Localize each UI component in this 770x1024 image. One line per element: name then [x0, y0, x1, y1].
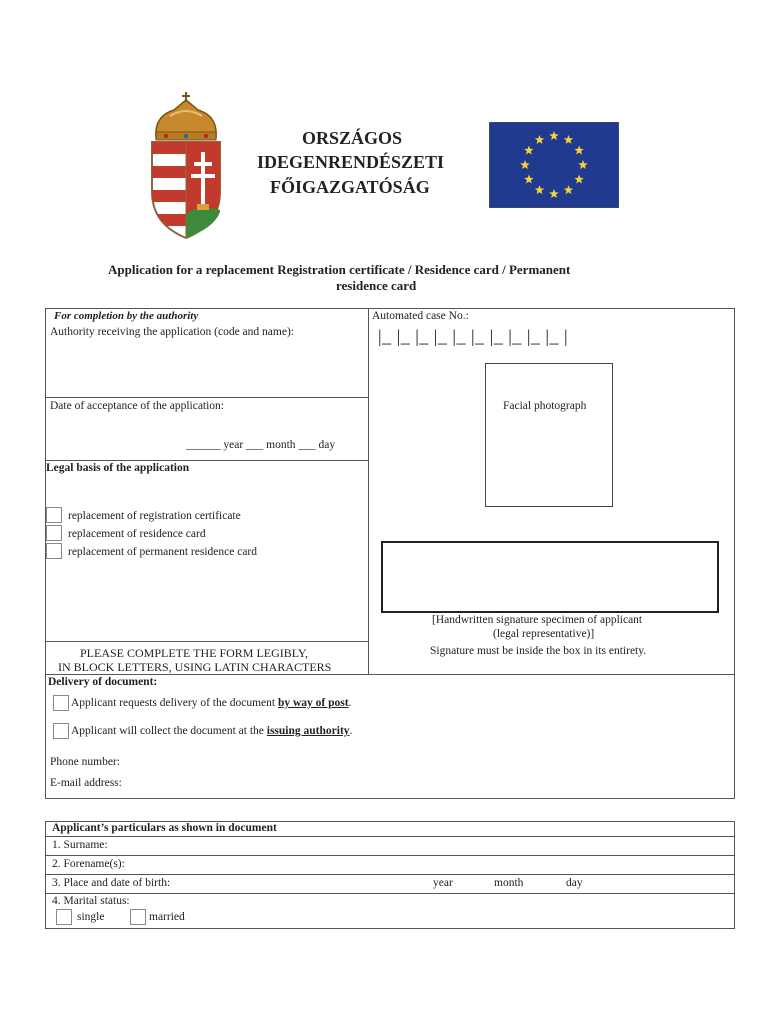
particulars-row-1 — [45, 836, 735, 837]
particulars-row-2 — [45, 855, 735, 856]
case-number-label: Automated case No.: — [372, 310, 469, 322]
date-acceptance-label: Date of acceptance of the application: — [50, 400, 225, 412]
date-acceptance-fill[interactable]: ______ year ___ month ___ day — [186, 439, 336, 451]
checkbox-delivery-post[interactable] — [53, 695, 69, 711]
row-divider-legal — [45, 460, 369, 461]
birth-day-label: day — [566, 877, 583, 889]
authority-receiving-label: Authority receiving the application (code and name): — [50, 326, 294, 338]
birth-year-label: year — [433, 877, 453, 889]
delivery-collect-suffix: . — [349, 725, 353, 737]
signature-note: Signature must be inside the box in its entirety. — [430, 645, 647, 657]
birth-label: 3. Place and date of birth: — [52, 877, 171, 889]
form-title-line2: residence card — [336, 278, 417, 293]
particulars-row-4 — [45, 893, 735, 894]
checkbox-delivery-collect[interactable] — [53, 723, 69, 739]
single-label: single — [77, 911, 105, 923]
form-border-bottom — [45, 798, 735, 799]
marital-status-label: 4. Marital status: — [52, 895, 130, 907]
row-divider-instructions — [45, 641, 369, 642]
email-label: E-mail address: — [50, 777, 122, 789]
form-border-right — [734, 308, 735, 799]
signature-caption-line1: [Handwritten signature specimen of applicant — [432, 614, 643, 626]
photo-box — [485, 363, 613, 507]
delivery-post-prefix: Applicant requests delivery of the document — [71, 697, 278, 709]
agency-name-line2: IDEGENRENDÉSZETI — [257, 152, 445, 172]
delivery-collect-prefix: Applicant will collect the document at the — [71, 725, 267, 737]
checkbox-married[interactable] — [130, 909, 146, 925]
delivery-collect-text — [71, 725, 352, 737]
delivery-post-suffix: . — [348, 697, 352, 709]
case-number-boxes[interactable]: |_ |_ |_ |_ |_ |_ |_ |_ |_ |_ | — [378, 326, 569, 346]
particulars-heading: Applicant’s particulars as shown in document — [52, 822, 277, 834]
form-border-top — [45, 308, 735, 309]
signature-caption-line2: (legal representative)] — [493, 628, 595, 640]
signature-box[interactable] — [381, 541, 719, 613]
option-permanent-residence-card: replacement of permanent residence card — [68, 546, 258, 558]
delivery-post-emphasis: by way of post — [277, 697, 349, 709]
form-title-line1: Application for a replacement Registration certificate / Residence card / Permanent — [108, 262, 571, 277]
birth-month-label: month — [494, 877, 524, 889]
surname-label: 1. Surname: — [52, 839, 108, 851]
instructions-line2: IN BLOCK LETTERS, USING LATIN CHARACTERS — [58, 660, 332, 674]
legal-basis-heading: Legal basis of the application — [46, 462, 190, 474]
checkbox-residence-card[interactable] — [46, 525, 62, 541]
instructions-line1: PLEASE COMPLETE THE FORM LEGIBLY, — [80, 646, 309, 660]
married-label: married — [149, 911, 185, 923]
forenames-label: 2. Forename(s): — [52, 858, 125, 870]
row-divider-date — [45, 397, 369, 398]
checkbox-permanent-residence-card[interactable] — [46, 543, 62, 559]
checkbox-registration-certificate[interactable] — [46, 507, 62, 523]
agency-name-line1: ORSZÁGOS — [302, 128, 403, 148]
option-residence-card: replacement of residence card — [68, 528, 206, 540]
column-divider — [368, 308, 369, 674]
photo-label: Facial photograph — [503, 400, 587, 412]
agency-name-line3: FŐIGAZGATÓSÁG — [270, 177, 430, 197]
phone-label: Phone number: — [50, 756, 120, 768]
delivery-heading: Delivery of document: — [48, 676, 158, 688]
particulars-row-3 — [45, 874, 735, 875]
eu-flag — [489, 122, 619, 208]
hungarian-coat-of-arms — [144, 92, 228, 240]
delivery-post-text — [71, 697, 351, 709]
option-registration-certificate: replacement of registration certificate — [68, 510, 241, 522]
checkbox-single[interactable] — [56, 909, 72, 925]
delivery-collect-emphasis: issuing authority — [266, 725, 350, 737]
authority-heading: For completion by the authority — [54, 310, 199, 322]
